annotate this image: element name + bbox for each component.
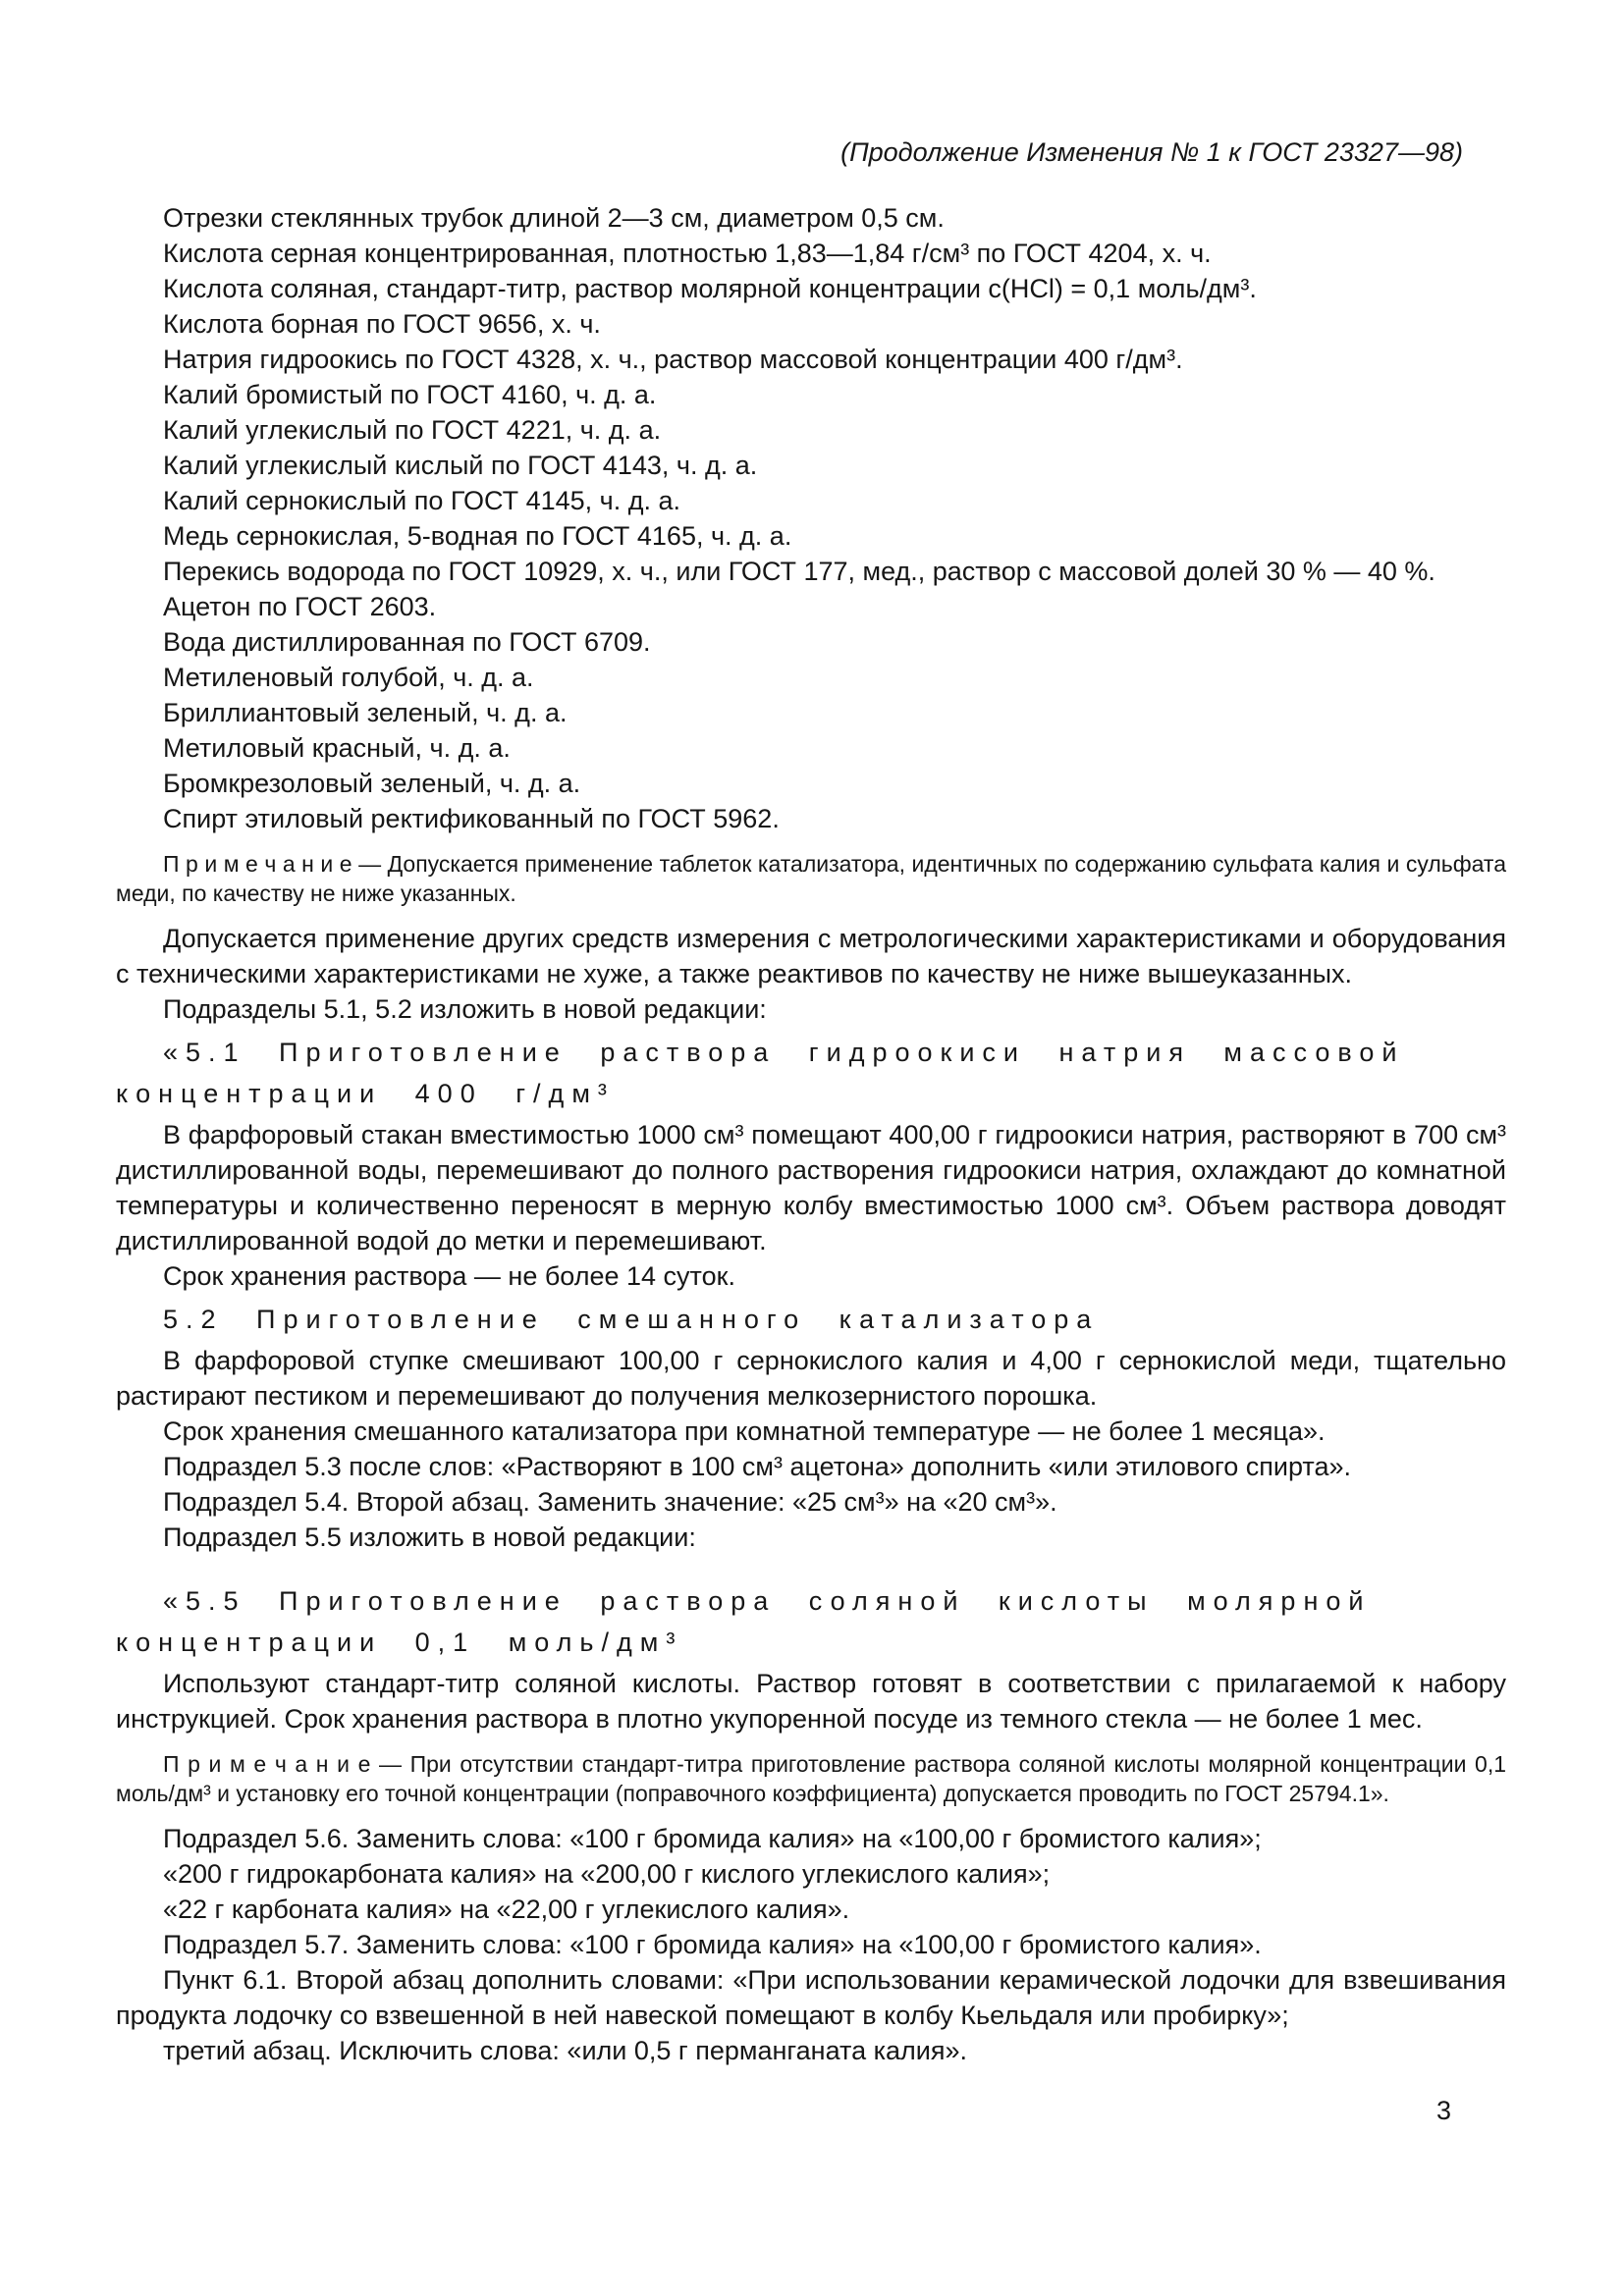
paragraph: Калий сернокислый по ГОСТ 4145, ч. д. а. [163,486,681,515]
paragraph: Калий углекислый кислый по ГОСТ 4143, ч. д. а. [163,451,758,480]
paragraph: Перекись водорода по ГОСТ 10929, х. ч., или ГОСТ 177, мед., раствор с массовой долей 30 % — 40 %. [163,557,1435,586]
paragraph: Подразделы 5.1, 5.2 изложить в новой редакции: [163,994,767,1024]
paragraph: Подраздел 5.6. Заменить слова: «100 г бромида калия» на «100,00 г бромистого калия»; [163,1824,1262,1853]
paragraph: Допускается применение других средств измерения с метрологическими характеристиками и оборудования с техническими характеристиками не хуже, а также реактивов по качеству не ниже вышеуказанных. [116,924,1506,988]
continuation-header: (Продолжение Изменения № 1 к ГОСТ 23327—98) [840,137,1463,167]
section-heading: «5.5 Приготовление раствора соляной кислоты молярной концентрации 0,1 моль/дм³ [116,1586,1372,1657]
paragraph: Медь сернокислая, 5-водная по ГОСТ 4165, ч. д. а. [163,521,792,551]
note-paragraph: П р и м е ч а н и е — Допускается применение таблеток катализатора, идентичных по содержанию сульфата калия и сульфата меди, по качеству не ниже указанных. [116,851,1506,906]
paragraph: Калий углекислый по ГОСТ 4221, ч. д. а. [163,415,662,445]
paragraph-list [116,200,1506,2068]
paragraph: Срок хранения раствора — не более 14 суток. [163,1261,735,1291]
paragraph: Используют стандарт-титр соляной кислоты. Раствор готовят в соответствии с прилагаемой к набору инструкцией. Срок хранения раствора в плотно укупоренной посуде из темного стекла — не более 1 мес. [116,1669,1506,1734]
paragraph: Метиленовый голубой, ч. д. а. [163,663,534,692]
paragraph: Метиловый красный, ч. д. а. [163,733,511,763]
paragraph: Калий бромистый по ГОСТ 4160, ч. д. а. [163,380,657,409]
paragraph: В фарфоровой ступке смешивают 100,00 г сернокислого калия и 4,00 г сернокислой меди, тщательно растирают пестиком и перемешивают до получения мелкозернистого порошка. [116,1346,1506,1411]
paragraph: Отрезки стеклянных трубок длиной 2—3 см, диаметром 0,5 см. [163,203,945,233]
paragraph: Подраздел 5.3 после слов: «Растворяют в 100 см³ ацетона» дополнить «или этилового спирта». [163,1452,1351,1481]
paragraph: Подраздел 5.7. Заменить слова: «100 г бромида калия» на «100,00 г бромистого калия». [163,1930,1262,1959]
paragraph: Пункт 6.1. Второй абзац дополнить словами: «При использовании керамической лодочки для взвешивания продукта лодочку со взвешенной в ней навеской помещают в колбу Кьельдаля или пробирку»; [116,1965,1506,2030]
paragraph: Кислота серная концентрированная, плотностью 1,83—1,84 г/см³ по ГОСТ 4204, х. ч. [163,239,1212,268]
paragraph: Подраздел 5.4. Второй абзац. Заменить значение: «25 см³» на «20 см³». [163,1487,1057,1517]
paragraph: Спирт этиловый ректификованный по ГОСТ 5962. [163,804,780,833]
paragraph: «200 г гидрокарбоната калия» на «200,00 г кислого углекислого калия»; [163,1859,1051,1889]
paragraph: Бромкрезоловый зеленый, ч. д. а. [163,769,581,798]
paragraph: Ацетон по ГОСТ 2603. [163,592,437,621]
paragraph: Кислота соляная, стандарт-титр, раствор молярной концентрации c(HCl) = 0,1 моль/дм³. [163,274,1257,303]
note-paragraph: П р и м е ч а н и е — При отсутствии стандарт-титра приготовление раствора соляной кислоты молярной концентрации 0,1 моль/дм³ и установку его точной концентрации (поправочного коэффициента) допускается проводить по ГОСТ 25794.1». [116,1751,1506,1806]
paragraph: «22 г карбоната калия» на «22,00 г углекислого калия». [163,1895,850,1924]
paragraph: Бриллиантовый зеленый, ч. д. а. [163,698,568,727]
page-number: 3 [1435,2096,1451,2125]
paragraph: Подраздел 5.5 изложить в новой редакции: [163,1522,696,1552]
paragraph: Срок хранения смешанного катализатора при комнатной температуре — не более 1 месяца». [163,1416,1326,1446]
paragraph: Натрия гидроокись по ГОСТ 4328, х. ч., раствор массовой концентрации 400 г/дм³. [163,345,1183,374]
section-heading: «5.1 Приготовление раствора гидроокиси натрия массовой концентрации 400 г/дм³ [116,1038,1405,1108]
paragraph: третий абзац. Исключить слова: «или 0,5 г перманганата калия». [163,2036,967,2065]
paragraph: Вода дистиллированная по ГОСТ 6709. [163,627,651,657]
section-heading: 5.2 Приготовление смешанного катализатора [163,1305,1100,1334]
paragraph: Кислота борная по ГОСТ 9656, х. ч. [163,309,601,339]
paragraph: В фарфоровый стакан вместимостью 1000 см³ помещают 400,00 г гидроокиси натрия, растворяют в 700 см³ дистиллированной воды, перемешивают до полного растворения гидроокиси натрия, охлаждают до комнатной температуры и количественно переносят в мерную колбу вместимостью 1000 см³. Объем раствора доводят дистиллированной водой до метки и перемешивают. [116,1120,1506,1255]
